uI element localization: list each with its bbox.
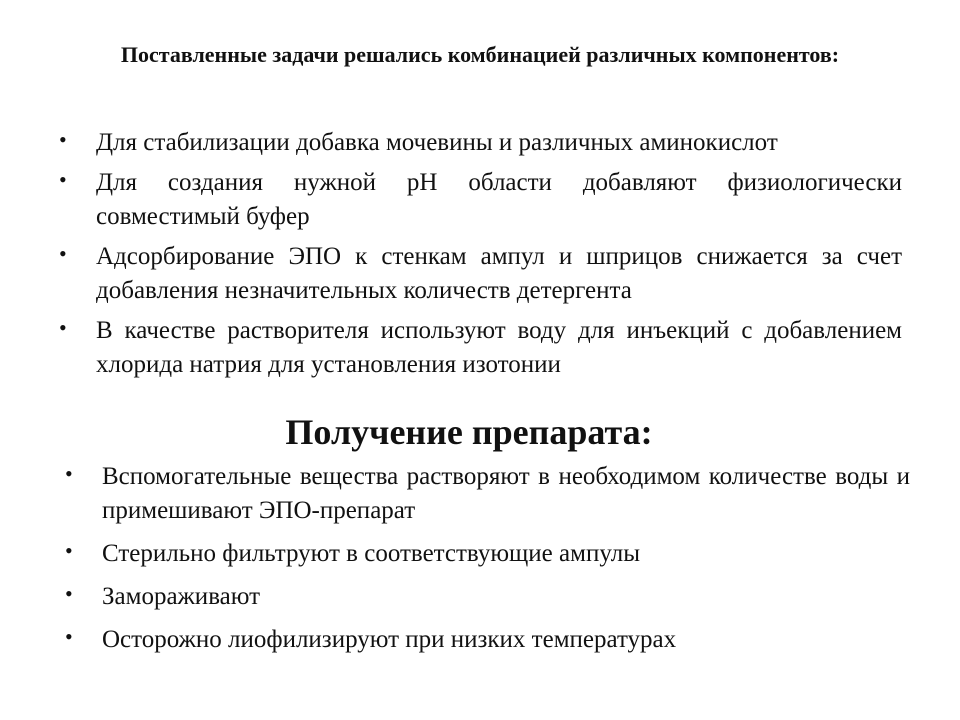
list-item	[59, 126, 902, 160]
list-item	[65, 460, 910, 528]
bullet-icon: •	[59, 315, 67, 340]
list-item-text: Для создания нужной pH области добавляют физиологически совместимый буфер	[96, 169, 902, 230]
list-item	[59, 240, 902, 308]
list-item-text: Для стабилизации добавка мочевины и различных аминокислот	[96, 129, 778, 156]
list-item	[65, 623, 910, 657]
list-item	[65, 537, 910, 571]
slide-title: Поставленные задачи решались комбинацией различных компонентов:	[120, 42, 840, 67]
list-item-text: Замораживают	[102, 583, 261, 610]
list-item-text: Вспомогательные вещества растворяют в необходимом количестве воды и примешивают ЭПО-препарат	[102, 463, 910, 524]
bullet-icon: •	[59, 127, 67, 152]
steps-list	[65, 460, 910, 666]
bullet-icon: •	[65, 624, 73, 649]
list-item-text: Осторожно лиофилизируют при низких температурах	[102, 626, 677, 653]
components-list	[59, 126, 902, 388]
list-item	[59, 314, 902, 382]
list-item	[59, 166, 902, 234]
bullet-icon: •	[59, 167, 67, 192]
bullet-icon: •	[65, 581, 73, 606]
bullet-icon: •	[65, 538, 73, 563]
section-heading: Получение препарата:	[285, 412, 653, 452]
list-item-text: В качестве растворителя используют воду для инъекций с добавлением хлорида натрия для установления изотонии	[96, 317, 902, 378]
list-item	[65, 580, 910, 614]
bullet-icon: •	[65, 461, 73, 486]
list-item-text: Стерильно фильтруют в соответствующие ампулы	[102, 540, 641, 567]
bullet-icon: •	[59, 241, 67, 266]
list-item-text: Адсорбирование ЭПО к стенкам ампул и шприцов снижается за счет добавления незначительных количеств детергента	[96, 243, 902, 304]
